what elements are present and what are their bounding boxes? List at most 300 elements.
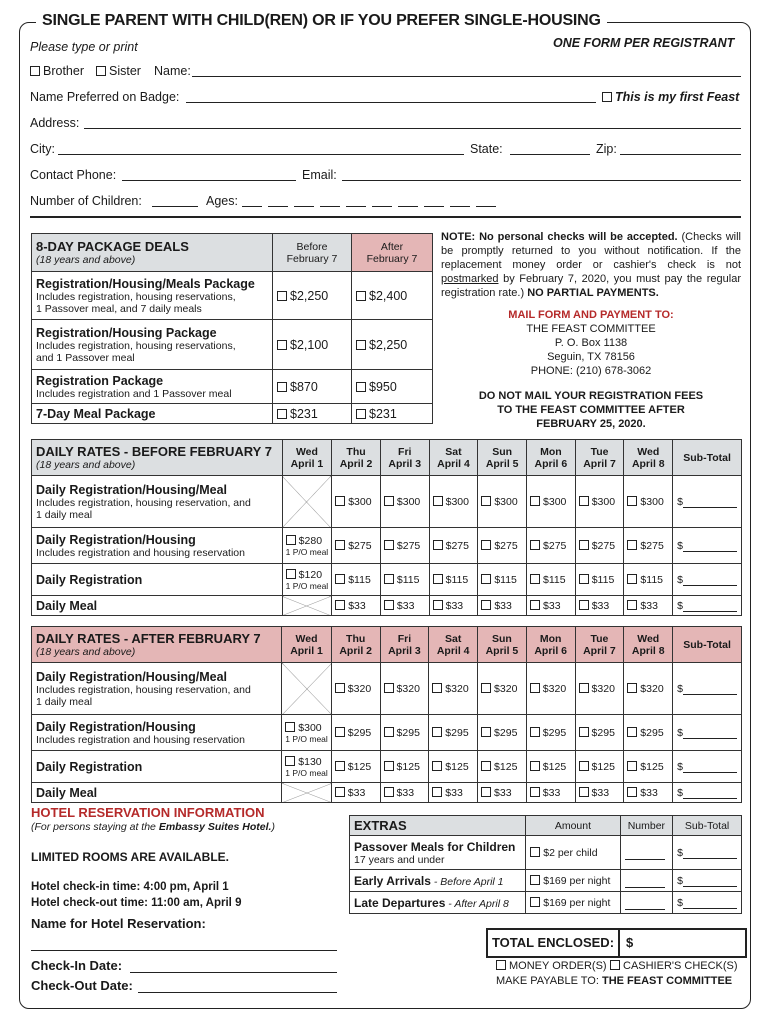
day-checkbox[interactable]	[384, 600, 394, 610]
day-checkbox[interactable]	[627, 600, 637, 610]
daily-name-cell	[32, 663, 282, 715]
extras-number-field[interactable]	[625, 899, 665, 910]
extras-table	[349, 815, 742, 914]
dollar-sign: $	[677, 760, 683, 773]
daily-row	[32, 663, 742, 715]
day-checkbox[interactable]	[335, 787, 345, 797]
day-checkbox[interactable]	[627, 761, 637, 771]
day-checkbox[interactable]	[579, 540, 589, 550]
day-option[interactable]	[331, 715, 380, 751]
day-header	[527, 440, 576, 476]
extras-amount-option[interactable]	[526, 892, 620, 914]
package-table	[31, 233, 433, 424]
subtotal-field[interactable]	[683, 575, 737, 586]
first-feast-label: This is my first Feast	[615, 90, 740, 104]
day-option[interactable]	[429, 783, 478, 803]
day-checkbox[interactable]	[384, 574, 394, 584]
day-checkbox[interactable]	[579, 574, 589, 584]
extras-number-field[interactable]	[625, 849, 665, 860]
dollar-sign: $	[677, 896, 683, 909]
address-field[interactable]	[84, 128, 741, 129]
day-checkbox[interactable]	[335, 540, 345, 550]
day-checkbox[interactable]	[335, 600, 345, 610]
subtotal-field[interactable]	[683, 728, 737, 739]
day-checkbox[interactable]	[627, 787, 637, 797]
wed-price: $300	[298, 721, 322, 734]
day-option[interactable]	[624, 528, 673, 564]
day-checkbox[interactable]	[627, 540, 637, 550]
package-after-option[interactable]	[352, 370, 433, 404]
hotel-title: HOTEL RESERVATION INFORMATION	[31, 805, 265, 820]
day-name: Wed	[295, 445, 318, 458]
subtotal-field[interactable]	[683, 541, 737, 552]
day-checkbox[interactable]	[432, 683, 442, 693]
day-checkbox[interactable]	[481, 540, 491, 550]
day-checkbox[interactable]	[530, 540, 540, 550]
day-checkbox[interactable]	[335, 496, 345, 506]
day-checkbox[interactable]	[335, 761, 345, 771]
day-option[interactable]	[575, 783, 624, 803]
extras-checkbox[interactable]	[530, 875, 540, 885]
daily-name-cell	[32, 783, 282, 803]
package-before-option[interactable]	[273, 404, 352, 424]
day-option[interactable]	[624, 783, 673, 803]
day-price: $320	[347, 682, 372, 695]
day-name: Tue	[590, 632, 609, 645]
package-before-checkbox[interactable]	[277, 291, 287, 301]
day-option[interactable]	[380, 663, 429, 715]
day-name: Wed	[295, 632, 318, 645]
day-header	[332, 440, 381, 476]
hotel-name-field[interactable]	[31, 950, 337, 951]
package-before-option[interactable]	[273, 370, 352, 404]
age-field[interactable]	[242, 206, 262, 207]
daily-subtitle: (18 years and above)	[36, 459, 136, 471]
day-option[interactable]	[429, 476, 478, 528]
total-box	[486, 928, 747, 958]
day-option[interactable]	[478, 564, 527, 596]
day-option[interactable]	[478, 596, 527, 616]
package-after-checkbox[interactable]	[356, 291, 366, 301]
age-field[interactable]	[476, 206, 496, 207]
package-after-option[interactable]	[352, 320, 433, 370]
day-header	[429, 627, 478, 663]
warning-line: TO THE FEAST COMMITTEE AFTER	[497, 404, 685, 416]
first-feast-checkbox[interactable]	[602, 92, 612, 102]
extras-number-cell	[620, 836, 673, 870]
day-option[interactable]	[478, 476, 527, 528]
day-option[interactable]	[575, 528, 624, 564]
package-name: Registration Package	[36, 373, 164, 388]
day-checkbox[interactable]	[579, 761, 589, 771]
row-subtotal[interactable]	[673, 715, 742, 751]
hotel-subtitle-pre: (For persons staying at the	[31, 821, 159, 833]
daily-row	[32, 476, 742, 528]
package-name-cell	[32, 404, 273, 424]
day-price: $33	[591, 786, 610, 799]
day-checkbox[interactable]	[627, 574, 637, 584]
day-option[interactable]	[429, 663, 478, 715]
day-checkbox[interactable]	[481, 761, 491, 771]
extras-name-line	[354, 896, 521, 910]
day-checkbox[interactable]	[433, 600, 443, 610]
day-checkbox[interactable]	[433, 540, 443, 550]
day-option[interactable]	[429, 715, 478, 751]
day-checkbox[interactable]	[433, 574, 443, 584]
package-after-option[interactable]	[352, 404, 433, 424]
daily-row	[32, 596, 742, 616]
day-price: $125	[591, 760, 615, 773]
day-header	[282, 440, 332, 476]
day-price: $275	[591, 539, 616, 552]
wed-note: 1 P/O meal	[285, 767, 328, 778]
extras-subtotal-field[interactable]	[683, 848, 737, 859]
day-option[interactable]	[429, 528, 478, 564]
day-checkbox[interactable]	[530, 496, 540, 506]
day-option[interactable]	[332, 476, 381, 528]
day-checkbox[interactable]	[384, 727, 394, 737]
email-field[interactable]	[342, 180, 741, 181]
package-row	[32, 272, 433, 320]
day-checkbox[interactable]	[433, 496, 443, 506]
extras-checkbox[interactable]	[530, 897, 540, 907]
after-header	[352, 234, 433, 272]
one-form-text: ONE FORM PER REGISTRANT	[553, 36, 735, 50]
day-option[interactable]	[624, 564, 673, 596]
num-children-label: Number of Children:	[30, 194, 142, 208]
package-before-checkbox[interactable]	[277, 409, 287, 419]
day-checkbox[interactable]	[530, 727, 540, 737]
package-after-checkbox[interactable]	[356, 409, 366, 419]
day-checkbox[interactable]	[530, 683, 540, 693]
day-checkbox[interactable]	[384, 540, 394, 550]
package-desc: Includes registration and 1 Passover meal	[36, 387, 232, 400]
package-after-option[interactable]	[352, 272, 433, 320]
day-option[interactable]	[575, 663, 624, 715]
subtotal-header	[673, 627, 742, 663]
day-option[interactable]	[331, 663, 380, 715]
package-after-checkbox[interactable]	[356, 340, 366, 350]
note-bold2: NO PARTIAL PAYMENTS.	[527, 287, 659, 299]
day-price: $33	[445, 786, 463, 799]
day-price: $125	[347, 760, 372, 773]
day-checkbox[interactable]	[530, 600, 540, 610]
zip-field[interactable]	[620, 154, 741, 155]
day-checkbox[interactable]	[579, 727, 589, 737]
day-option[interactable]	[429, 564, 478, 596]
row-subtotal[interactable]	[673, 751, 742, 783]
daily-desc: Includes registration and housing reservation	[36, 546, 245, 559]
state-field[interactable]	[510, 154, 590, 155]
dollar-sign: $	[677, 726, 683, 739]
day-option[interactable]	[478, 715, 527, 751]
wed-checkbox[interactable]	[286, 569, 296, 579]
extras-amount: $169 per night	[543, 874, 611, 887]
day-option[interactable]	[575, 476, 624, 528]
daily-desc: 1 daily meal	[36, 695, 93, 708]
wed-option[interactable]	[282, 564, 332, 596]
checkout-date-field[interactable]	[138, 992, 337, 993]
email-label: Email:	[302, 168, 337, 182]
subtotal-field[interactable]	[683, 601, 737, 612]
extras-amount: $2 per child	[543, 846, 598, 859]
age-field[interactable]	[294, 206, 314, 207]
extras-name: Late Departures	[354, 895, 446, 910]
day-price: $320	[542, 682, 567, 695]
package-desc: Includes registration, housing reservations,	[36, 290, 236, 303]
daily-row	[32, 528, 742, 564]
warning-line: DO NOT MAIL YOUR REGISTRATION FEES	[478, 390, 704, 402]
dollar-sign: $	[677, 874, 683, 887]
row-subtotal[interactable]	[673, 564, 742, 596]
day-checkbox[interactable]	[530, 574, 540, 584]
day-option[interactable]	[380, 751, 429, 783]
day-date: April 6	[534, 644, 568, 657]
name-field[interactable]	[192, 76, 741, 77]
extras-subtotal-field[interactable]	[683, 898, 737, 909]
wed-option[interactable]	[282, 751, 332, 783]
cashier-check-checkbox[interactable]	[610, 960, 620, 970]
day-option[interactable]	[380, 715, 429, 751]
extras-header-row	[350, 816, 742, 836]
day-checkbox[interactable]	[481, 574, 491, 584]
extras-row	[350, 836, 742, 870]
day-option[interactable]	[624, 663, 673, 715]
day-price: $295	[445, 726, 469, 739]
day-price: $295	[494, 726, 518, 739]
day-option[interactable]	[527, 476, 576, 528]
unavailable-cell	[282, 476, 332, 528]
package-before-option[interactable]	[273, 272, 352, 320]
day-option[interactable]	[624, 476, 673, 528]
package-before-checkbox[interactable]	[277, 382, 287, 392]
package-before-option[interactable]	[273, 320, 352, 370]
day-option[interactable]	[331, 783, 380, 803]
day-checkbox[interactable]	[384, 787, 394, 797]
day-price: $33	[591, 599, 610, 612]
wed-checkbox[interactable]	[285, 756, 295, 766]
subtotal-field[interactable]	[683, 684, 737, 695]
day-option[interactable]	[575, 715, 624, 751]
package-before-checkbox[interactable]	[277, 340, 287, 350]
day-header	[575, 440, 624, 476]
day-checkbox[interactable]	[384, 496, 394, 506]
age-field[interactable]	[424, 206, 444, 207]
wed-price-line	[286, 535, 329, 547]
day-checkbox[interactable]	[579, 600, 589, 610]
money-order-checkbox[interactable]	[496, 960, 506, 970]
day-checkbox[interactable]	[530, 787, 540, 797]
sister-checkbox[interactable]	[96, 66, 106, 76]
row-subtotal[interactable]	[673, 476, 742, 528]
extras-title: EXTRAS	[350, 816, 526, 836]
day-name: Thu	[346, 445, 366, 458]
day-header	[380, 440, 429, 476]
subtotal-field[interactable]	[683, 788, 737, 799]
day-name: Wed	[637, 632, 660, 645]
age-field[interactable]	[398, 206, 418, 207]
badge-name-field[interactable]	[186, 102, 596, 103]
extras-amount-option[interactable]	[526, 870, 620, 892]
day-checkbox[interactable]	[481, 787, 491, 797]
extras-name-line	[354, 874, 521, 888]
age-field[interactable]	[450, 206, 470, 207]
day-checkbox[interactable]	[579, 496, 589, 506]
unavailable-cell	[282, 596, 332, 616]
extras-amount-option[interactable]	[526, 836, 620, 870]
daily-name: Daily Registration/Housing/Meal	[36, 669, 228, 684]
row-subtotal[interactable]	[673, 596, 742, 616]
day-checkbox[interactable]	[432, 761, 442, 771]
note-underlined: postmarked	[441, 273, 499, 285]
day-option[interactable]	[332, 564, 381, 596]
age-field[interactable]	[346, 206, 366, 207]
package-name-cell	[32, 272, 273, 320]
day-checkbox[interactable]	[530, 761, 540, 771]
age-field[interactable]	[320, 206, 340, 207]
hotel-subtitle-post: )	[271, 821, 275, 833]
day-option[interactable]	[478, 751, 527, 783]
day-date: April 1	[290, 457, 324, 470]
day-date: April 8	[631, 457, 665, 470]
day-checkbox[interactable]	[627, 496, 637, 506]
day-checkbox[interactable]	[579, 787, 589, 797]
daily-name-cell	[32, 476, 283, 528]
day-checkbox[interactable]	[481, 683, 491, 693]
day-price: $115	[396, 573, 420, 586]
day-checkbox[interactable]	[335, 683, 345, 693]
day-option[interactable]	[526, 663, 575, 715]
day-checkbox[interactable]	[579, 683, 589, 693]
num-children-field[interactable]	[152, 206, 198, 207]
extras-amount-header: Amount	[526, 816, 620, 836]
day-price: $33	[347, 786, 366, 799]
day-option[interactable]	[575, 564, 624, 596]
day-option[interactable]	[526, 751, 575, 783]
mail-address-line: THE FEAST COMMITTEE	[526, 323, 656, 335]
city-field[interactable]	[58, 154, 464, 155]
day-checkbox[interactable]	[432, 727, 442, 737]
day-checkbox[interactable]	[627, 727, 637, 737]
day-option[interactable]	[332, 528, 381, 564]
package-after-checkbox[interactable]	[356, 382, 366, 392]
day-option[interactable]	[380, 783, 429, 803]
day-option[interactable]	[478, 783, 527, 803]
day-price: $125	[494, 760, 518, 773]
day-option[interactable]	[380, 596, 429, 616]
day-price: $320	[591, 682, 615, 695]
day-checkbox[interactable]	[481, 727, 491, 737]
row-subtotal[interactable]	[673, 528, 742, 564]
subtotal-field[interactable]	[683, 497, 737, 508]
dollar-sign: $	[677, 786, 683, 799]
before-header-line1: Before	[296, 240, 328, 253]
cashier-check-option[interactable]	[610, 960, 738, 972]
day-option[interactable]	[478, 663, 527, 715]
day-option[interactable]	[527, 564, 576, 596]
day-option[interactable]	[331, 751, 380, 783]
day-checkbox[interactable]	[481, 600, 491, 610]
money-order-label: MONEY ORDER(S)	[509, 960, 607, 972]
day-option[interactable]	[478, 528, 527, 564]
day-checkbox[interactable]	[335, 574, 345, 584]
age-field[interactable]	[268, 206, 288, 207]
daily-desc: Includes registration, housing reservation, and	[36, 496, 251, 509]
money-order-option[interactable]	[496, 960, 607, 972]
phone-field[interactable]	[122, 180, 296, 181]
day-option[interactable]	[380, 564, 429, 596]
day-date: April 3	[388, 457, 422, 470]
wed-option[interactable]	[282, 528, 332, 564]
day-option[interactable]	[380, 528, 429, 564]
brother-checkbox[interactable]	[30, 66, 40, 76]
day-checkbox[interactable]	[384, 761, 394, 771]
day-option[interactable]	[527, 596, 576, 616]
extras-number-field[interactable]	[625, 877, 665, 888]
row-subtotal[interactable]	[673, 783, 742, 803]
day-option[interactable]	[380, 476, 429, 528]
package-header	[32, 234, 273, 272]
package-title: 8-DAY PACKAGE DEALS	[36, 239, 189, 254]
daily-name-cell	[32, 715, 282, 751]
day-checkbox[interactable]	[627, 683, 637, 693]
day-option[interactable]	[624, 596, 673, 616]
age-field[interactable]	[372, 206, 392, 207]
day-checkbox[interactable]	[335, 727, 345, 737]
checkin-date-field[interactable]	[130, 972, 337, 973]
day-price: $33	[543, 599, 561, 612]
day-price: $33	[396, 599, 415, 612]
day-option[interactable]	[332, 596, 381, 616]
wed-price: $120	[298, 568, 323, 581]
wed-option[interactable]	[282, 715, 332, 751]
payable-name: THE FEAST COMMITTEE	[601, 975, 733, 987]
checkout-date-label: Check-Out Date:	[31, 978, 133, 993]
day-option[interactable]	[575, 596, 624, 616]
sister-option[interactable]	[96, 64, 141, 78]
subtotal-field[interactable]	[683, 762, 737, 773]
row-subtotal[interactable]	[673, 663, 742, 715]
wed-checkbox[interactable]	[285, 722, 295, 732]
day-checkbox[interactable]	[481, 496, 491, 506]
wed-checkbox[interactable]	[286, 535, 296, 545]
day-option[interactable]	[429, 596, 478, 616]
subtotal-header	[673, 440, 742, 476]
wed-price: $130	[298, 755, 322, 768]
day-option[interactable]	[526, 715, 575, 751]
extras-subtotal-field[interactable]	[683, 876, 737, 887]
day-option[interactable]	[527, 528, 576, 564]
day-name: Sun	[492, 445, 513, 458]
daily-subtitle: (18 years and above)	[36, 646, 136, 658]
day-header	[624, 440, 673, 476]
day-option[interactable]	[624, 715, 673, 751]
brother-option[interactable]	[30, 64, 84, 78]
day-price: $295	[396, 726, 420, 739]
package-subtitle: (18 years and above)	[36, 254, 136, 266]
first-feast-option[interactable]	[602, 90, 739, 104]
extras-checkbox[interactable]	[530, 847, 540, 857]
day-option[interactable]	[526, 783, 575, 803]
day-checkbox[interactable]	[384, 683, 394, 693]
day-option[interactable]	[624, 751, 673, 783]
day-checkbox[interactable]	[432, 787, 442, 797]
wed-price-line	[285, 756, 328, 768]
checkin-date-label: Check-In Date:	[31, 958, 123, 973]
day-option[interactable]	[429, 751, 478, 783]
day-price: $300	[396, 495, 421, 508]
day-option[interactable]	[575, 751, 624, 783]
